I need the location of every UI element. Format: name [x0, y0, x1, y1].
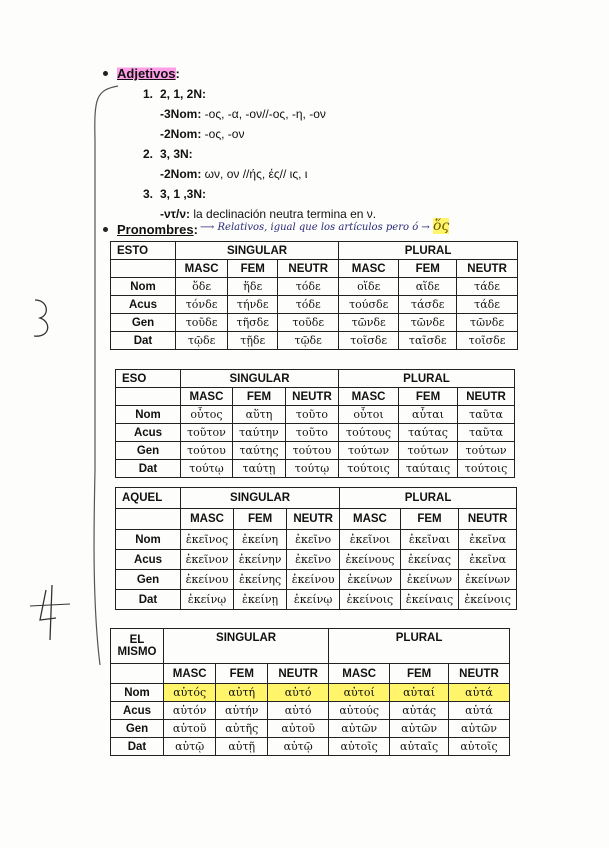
table-row: Gen ἐκείνου ἐκείνης ἐκείνου ἐκείνων ἐκείνων ἐκείνων [116, 570, 517, 590]
list-line: -3Nom: -ος, -α, -ον//-ος, -η, -ον [160, 107, 326, 121]
table-label: AQUEL [116, 488, 181, 509]
table-row: Gen τοῦδε τῆσδε τοῦδε τῶνδε τῶνδε τῶνδε [111, 314, 518, 332]
table-row: Nom ὅδε ἥδε τόδε οἵδε αἵδε τάδε [111, 278, 518, 296]
table-esto: ESTO SINGULAR PLURAL MASC FEM NEUTR MASC FEM NEUTR Nom ὅδε ἥδε τόδε οἵδε αἵδε τάδε Acus τόνδε τήνδε τόδε τούσδε τάσδε τάδε Gen τοῦδε τῆσδε τοῦδε τῶνδε τῶνδε τῶνδε Dat τῷδε τῇδε τῷδε τοῖσδε ταῖσδε τοῖσδε [110, 241, 518, 350]
table-row: Dat τῷδε τῇδε τῷδε τοῖσδε ταῖσδε τοῖσδε [111, 332, 518, 350]
list-line: -2Nom: -ος, -ον [160, 127, 245, 141]
table-row: Dat τούτῳ ταύτῃ τούτῳ τούτοις ταύταις τούτοις [116, 460, 515, 478]
adjetivos-list [143, 84, 376, 224]
table-eso: ESO SINGULAR PLURAL MASC FEM NEUTR MASC FEM NEUTR Nom οὗτος αὕτη τοῦτο οὗτοι αὗται ταῦτα Acus τοῦτον ταύτην τοῦτο τούτους ταύτας ταῦτα Gen τούτου ταύτης τούτου τούτων τούτων τούτων Dat τούτῳ ταύτῃ τούτῳ τούτοις ταύταις τούτοις [115, 369, 515, 478]
singular-header: SINGULAR [181, 370, 339, 388]
handwritten-note: ⟶ Relativos, igual que los artículos pero ó → ὅς [200, 218, 450, 234]
list-item: 1. 2, 1, 2N: [143, 87, 207, 101]
bullet-icon [103, 71, 108, 76]
plural-header: PLURAL [339, 370, 515, 388]
plural-header: PLURAL [339, 242, 518, 260]
table-label: ESO [116, 370, 181, 388]
table-label: EL MISMO [111, 629, 164, 664]
table-row: Acus αὐτόν αὐτήν αὐτό αὐτούς αὐτάς αὐτά [111, 702, 510, 720]
pronombres-heading: Pronombres: [103, 222, 198, 237]
list-item: 2. 3, 3N: [143, 147, 193, 161]
adjetivos-heading: Adjetivos: [103, 66, 180, 81]
plural-header: PLURAL [340, 488, 517, 509]
table-row: Gen αὐτοῦ αὐτῆς αὐτοῦ αὐτῶν αὐτῶν αὐτῶν [111, 720, 510, 738]
singular-header: SINGULAR [181, 488, 340, 509]
table-row: Acus τόνδε τήνδε τόδε τούσδε τάσδε τάδε [111, 296, 518, 314]
table-row: Dat αὐτῷ αὐτῇ αὐτῷ αὐτοῖς αὐταῖς αὐτοῖς [111, 738, 510, 756]
list-item: 3. 3, 1 ,3N: [143, 187, 207, 201]
table-row: Nom αὐτός αὐτή αὐτό αὐτοί αὐταί αὐτά [111, 684, 510, 702]
table-row: Acus ἐκεῖνον ἐκείνην ἐκεῖνο ἐκείνους ἐκείνας ἐκεῖνα [116, 550, 517, 570]
table-row: Dat ἐκείνῳ ἐκείνῃ ἐκείνῳ ἐκείνοις ἐκείναις ἐκείνοις [116, 590, 517, 610]
table-row: Acus τοῦτον ταύτην τοῦτο τούτους ταύτας ταῦτα [116, 424, 515, 442]
table-el-mismo: EL MISMO SINGULAR PLURAL MASC FEM NEUTR MASC FEM NEUTR Nom αὐτός αὐτή αὐτό αὐτοί αὐταί αὐτά Acus αὐτόν αὐτήν αὐτό αὐτούς αὐτάς αὐτά Gen αὐτοῦ αὐτῆς αὐτοῦ αὐτῶν αὐτῶν αὐτῶν Dat αὐτῷ αὐτῇ αὐτῷ αὐτοῖς αὐταῖς αὐτοῖς [110, 628, 510, 756]
table-row: Nom ἐκεῖνος ἐκείνη ἐκεῖνο ἐκεῖνοι ἐκεῖναι ἐκεῖνα [116, 530, 517, 550]
table-row: Nom οὗτος αὕτη τοῦτο οὗτοι αὗται ταῦτα [116, 406, 515, 424]
singular-header: SINGULAR [176, 242, 339, 260]
plural-header: PLURAL [329, 629, 510, 664]
list-line: -ντ/ν: la declinación neutra termina en ν. [160, 207, 377, 221]
bullet-icon [103, 227, 108, 232]
singular-header: SINGULAR [164, 629, 329, 664]
table-aquel: AQUEL SINGULAR PLURAL MASC FEM NEUTR MASC FEM NEUTR Nom ἐκεῖνος ἐκείνη ἐκεῖνο ἐκεῖνοι ἐκεῖναι ἐκεῖνα Acus ἐκεῖνον ἐκείνην ἐκεῖνο ἐκείνους ἐκείνας ἐκεῖνα Gen ἐκείνου ἐκείνης ἐκείνου ἐκείνων ἐκείνων ἐκείνων Dat ἐκείνῳ ἐκείνῃ ἐκείνῳ ἐκείνοις ἐκείναις ἐκείνοις [115, 487, 517, 610]
table-row: Gen τούτου ταύτης τούτου τούτων τούτων τούτων [116, 442, 515, 460]
arrow-icon: ⟶ [200, 222, 215, 233]
table-label: ESTO [111, 242, 176, 260]
list-line: -2Nom: ων, ον //ής, ές// ις, ι [160, 167, 308, 181]
